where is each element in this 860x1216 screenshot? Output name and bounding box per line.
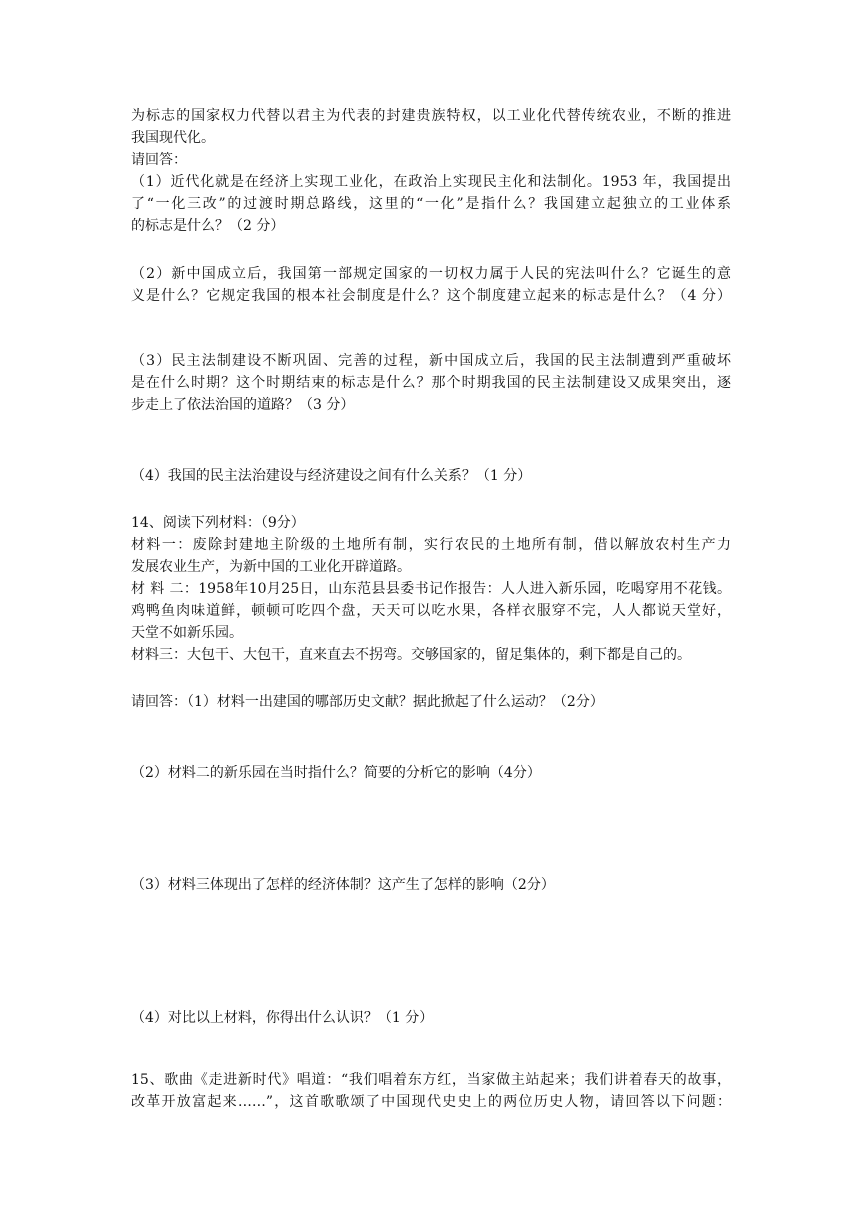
question-14-heading: 14、阅读下列材料：（9分） <box>131 515 305 531</box>
material-2-line: 鸡鸭鱼肉味道鲜，顿顿可吃四个盘，天天可以吃水果，各样衣服穿不完，人人都说天堂好， <box>131 603 731 619</box>
question-3-line: 步走上了依法治国的道路？（3 分） <box>131 397 355 413</box>
sub-question-2: （2）材料二的新乐园在当时指什么？简要的分析它的影响（4分） <box>131 765 541 781</box>
material-1-line: 发展农业生产，为新中国的工业化开辟道路。 <box>131 559 411 575</box>
question-2-line: （2）新中国成立后，我国第一部规定国家的一切权力属于人民的宪法叫什么？它诞生的意 <box>131 266 731 282</box>
question-3-line: 是在什么时期？这个时期结束的标志是什么？那个时期我国的民主法制建设又成果突出，逐 <box>131 375 731 391</box>
material-2-line: 材 料 二：1958年10月25日，山东范县县委书记作报告：人人进入新乐园，吃喝穿用不花钱。 <box>131 581 731 597</box>
question-3-line: （3）民主法制建设不断巩固、完善的过程，新中国成立后，我国的民主法制遭到严重破坏 <box>131 353 731 369</box>
question-2-line: 义是什么？它规定我国的根本社会制度是什么？这个制度建立起来的标志是什么？（4 分） <box>131 288 731 304</box>
text-line: 为标志的国家权力代替以君主为代表的封建贵族特权，以工业化代替传统农业，不断的推进 <box>131 108 731 124</box>
question-15-line: 15、歌曲《走进新时代》唱道：“我们唱着东方红，当家做主站起来；我们讲着春天的故事， <box>131 1072 731 1088</box>
question-1-line: 了“一化三改”的过渡时期总路线，这里的“一化”是指什么？我国建立起独立的工业体系 <box>131 196 731 212</box>
sub-question-3: （3）材料三体现出了怎样的经济体制？这产生了怎样的影响（2分） <box>131 877 555 893</box>
question-4-line: （4）我国的民主法治建设与经济建设之间有什么关系？（1 分） <box>131 468 532 484</box>
material-1-line: 材料一：废除封建地主阶级的土地所有制，实行农民的土地所有制，借以解放农村生产力 <box>131 537 731 553</box>
material-3-line: 材料三：大包干、大包干，直来直去不拐弯。交够国家的，留足集体的，剩下都是自己的。 <box>131 647 691 663</box>
sub-question-1: 请回答：（1）材料一出建国的哪部历史文献？据此掀起了什么运动？（2分） <box>131 694 604 710</box>
text-line: 我国现代化。 <box>131 130 215 146</box>
question-1-line: 的标志是什么？（2 分） <box>131 218 285 234</box>
sub-question-4: （4）对比以上材料，你得出什么认识？（1 分） <box>131 1010 434 1026</box>
question-1-line: （1）近代化就是在经济上实现工业化，在政治上实现民主化和法制化。1953 年，我国提出 <box>131 174 731 190</box>
question-15-line: 改革开放富起来……”，这首歌歌颂了中国现代史史上的两位历史人物，请回答以下问题： <box>131 1094 731 1110</box>
text-line: 请回答： <box>131 152 187 168</box>
material-2-line: 天堂不如新乐园。 <box>131 625 243 641</box>
